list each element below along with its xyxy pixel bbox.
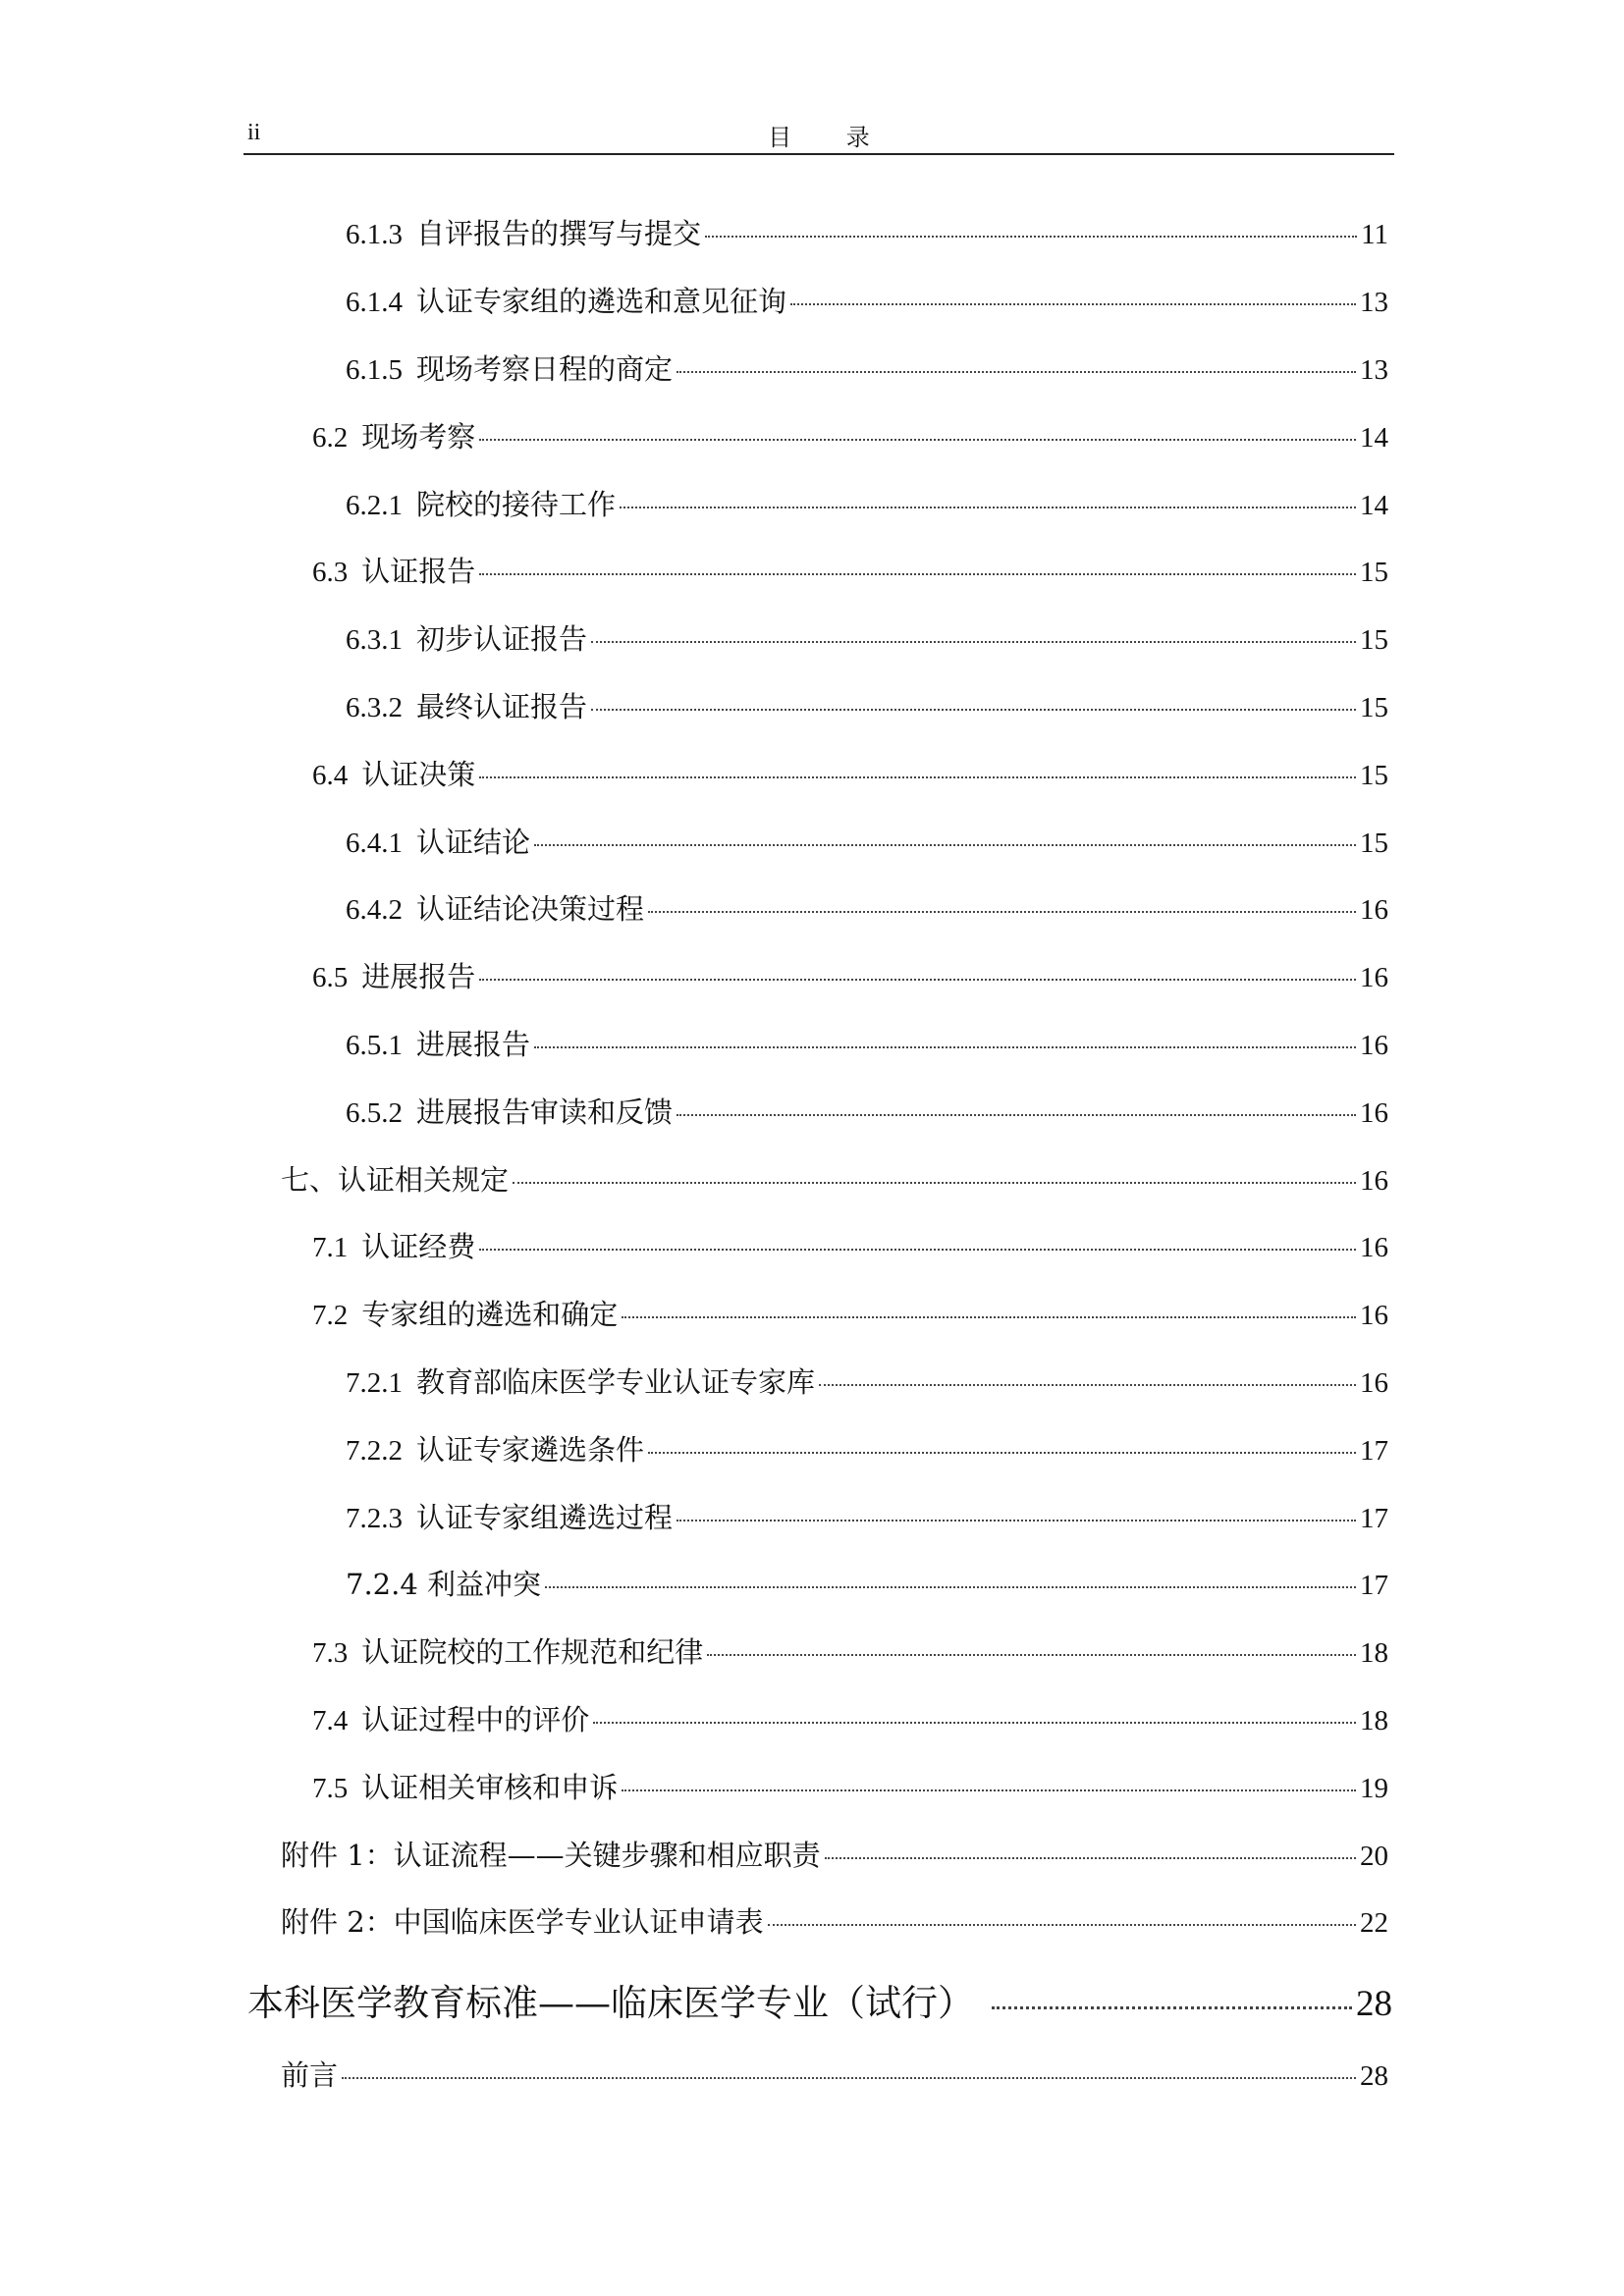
toc-entry-page: 15 (1360, 557, 1388, 588)
toc-entry-number: 6.1.3 (346, 219, 403, 250)
toc-leader (479, 439, 1356, 441)
toc-entry-label: 认证过程中的评价 (361, 1703, 590, 1736)
toc-chapter-entry[interactable] (247, 1973, 1392, 2026)
toc-leader (591, 641, 1356, 643)
toc-leader (479, 1249, 1356, 1251)
toc-entry-page: 16 (1360, 1165, 1388, 1197)
toc-entry-label: 认证院校的工作规范和纪律 (361, 1635, 704, 1669)
toc-entry-number: 6.3.2 (346, 692, 403, 723)
toc-leader (825, 1857, 1356, 1859)
toc-entry-number: 6.4.1 (346, 828, 403, 859)
toc-leader (677, 1114, 1356, 1116)
toc-entry-page: 11 (1361, 219, 1388, 250)
toc-entry[interactable] (346, 347, 1388, 388)
toc-entry-label: 前言 (281, 2058, 339, 2092)
toc-entry-number: 7.2 (312, 1300, 349, 1331)
toc-entry-label: 最终认证报告 (416, 690, 588, 723)
toc-entry-number: 6.2 (312, 422, 349, 454)
toc-entry-number: 7.5 (312, 1773, 349, 1804)
toc-entry[interactable] (346, 1023, 1388, 1063)
toc-entry-page: 13 (1360, 354, 1388, 386)
toc-entry[interactable] (312, 1698, 1388, 1738)
toc-leader (479, 776, 1356, 778)
toc-entry[interactable] (346, 617, 1388, 658)
toc-entry[interactable] (346, 1496, 1388, 1536)
toc-entry-page: 16 (1360, 1367, 1388, 1399)
toc-entry-label: 认证结论 (416, 826, 531, 859)
toc-entry-number: 6.1.5 (346, 354, 403, 386)
toc-leader (593, 1722, 1356, 1724)
header-title: 目 录 (768, 124, 893, 151)
toc-leader (479, 979, 1356, 981)
toc-entry[interactable] (312, 955, 1388, 995)
toc-entry-page: 16 (1360, 894, 1388, 926)
toc-entry[interactable] (346, 1361, 1388, 1401)
toc-leader (648, 1452, 1356, 1454)
toc-entry[interactable] (346, 483, 1388, 523)
toc-entry-page: 22 (1360, 1907, 1388, 1939)
toc-entry-page: 15 (1360, 692, 1388, 723)
toc-entry-page: 14 (1360, 422, 1388, 454)
toc-leader (534, 844, 1356, 846)
toc-entry-number: 7.1 (312, 1232, 349, 1263)
toc-entry[interactable] (312, 1225, 1388, 1265)
toc-entry-label: 七、认证相关规定 (281, 1163, 510, 1197)
toc-entry[interactable] (281, 2054, 1388, 2094)
toc-leader (648, 911, 1356, 913)
toc-entry-label: 认证专家组的遴选和意见征询 (416, 285, 787, 318)
toc-entry[interactable] (346, 887, 1388, 928)
toc-chapter-page: 28 (1356, 1984, 1392, 2024)
toc-entry-number: 6.2.1 (346, 490, 403, 521)
toc-leader (707, 1654, 1356, 1656)
toc-entry[interactable] (281, 1900, 1388, 1941)
toc-leader (591, 709, 1356, 711)
toc-entry-page: 17 (1360, 1503, 1388, 1534)
toc-entry-page: 17 (1360, 1570, 1388, 1601)
toc-entry-number: 7.2.3 (346, 1503, 403, 1534)
toc-entry[interactable] (312, 415, 1388, 455)
toc-entry-number: 6.3.1 (346, 624, 403, 656)
toc-entry-label: 认证报告 (361, 555, 476, 588)
toc-entry[interactable] (312, 1766, 1388, 1806)
toc-entry-number: 7.4 (312, 1705, 349, 1736)
toc-entry-page: 15 (1360, 624, 1388, 656)
toc-entry[interactable] (346, 280, 1388, 320)
toc-entry-page: 16 (1360, 1232, 1388, 1263)
toc-entry-label: 附件 1：认证流程——关键步骤和相应职责 (281, 1839, 821, 1872)
toc-leader (992, 2006, 1352, 2009)
toc-leader (545, 1586, 1356, 1588)
toc-entry-label: 认证专家组遴选过程 (416, 1501, 674, 1534)
toc-entry-label: 现场考察 (361, 420, 476, 454)
toc-entry-label: 教育部临床医学专业认证专家库 (416, 1365, 816, 1399)
toc-leader (620, 507, 1356, 508)
toc-entry-page: 16 (1360, 1097, 1388, 1129)
toc-entry-number: 7.2.2 (346, 1435, 403, 1467)
toc-leader (677, 371, 1356, 373)
toc-entry-number: 6.4.2 (346, 894, 403, 926)
toc-entry[interactable] (312, 550, 1388, 590)
toc-entry-page: 28 (1360, 2060, 1388, 2092)
toc-entry[interactable] (346, 1091, 1388, 1131)
toc-entry-number: 6.3 (312, 557, 349, 588)
toc-entry[interactable] (346, 821, 1388, 861)
toc-entry-number: 7.2.1 (346, 1367, 403, 1399)
toc-chapter-label: 本科医学教育标准——临床医学专业（试行） (247, 1982, 974, 2024)
toc-entry-page: 20 (1360, 1841, 1388, 1872)
toc-leader (513, 1182, 1356, 1184)
toc-entry-page: 18 (1360, 1705, 1388, 1736)
toc-entry-label: 7.2.4 利益冲突 (346, 1568, 542, 1601)
toc-leader (534, 1046, 1356, 1048)
toc-entry[interactable] (281, 1834, 1388, 1874)
toc-entry-label: 院校的接待工作 (416, 488, 617, 521)
toc-entry-page: 15 (1360, 760, 1388, 791)
toc-entry-number: 6.5.1 (346, 1030, 403, 1061)
toc-entry-page: 15 (1360, 828, 1388, 859)
header-page-number: ii (247, 120, 261, 145)
toc-entry-label: 附件 2：中国临床医学专业认证申请表 (281, 1905, 764, 1939)
toc-leader (819, 1384, 1356, 1386)
toc-leader (622, 1316, 1356, 1318)
toc-entry[interactable] (312, 1630, 1388, 1671)
toc-entry[interactable] (312, 753, 1388, 793)
toc-entry-label: 认证经费 (361, 1230, 476, 1263)
toc-entry[interactable] (346, 1563, 1388, 1603)
toc-entry-label: 进展报告 (416, 1028, 531, 1061)
toc-leader (705, 236, 1357, 238)
toc-entry-number: 6.4 (312, 760, 349, 791)
toc-entry-page: 17 (1360, 1435, 1388, 1467)
toc-entry-label: 进展报告审读和反馈 (416, 1095, 674, 1129)
toc-entry[interactable] (281, 1158, 1388, 1199)
toc-entry-number: 6.1.4 (346, 287, 403, 318)
toc-entry-number: 6.5.2 (346, 1097, 403, 1129)
toc-entry-label: 现场考察日程的商定 (416, 352, 674, 386)
toc-entry-page: 16 (1360, 962, 1388, 993)
toc-entry[interactable] (346, 212, 1388, 252)
toc-entry-page: 13 (1360, 287, 1388, 318)
toc-entry-label: 认证结论决策过程 (416, 892, 645, 926)
toc-leader (768, 1924, 1356, 1926)
toc-entry-page: 18 (1360, 1637, 1388, 1669)
toc-entry-label: 进展报告 (361, 960, 476, 993)
toc-entry[interactable] (346, 685, 1388, 725)
toc-entry-page: 16 (1360, 1030, 1388, 1061)
toc-entry-page: 14 (1360, 490, 1388, 521)
toc-entry-number: 6.5 (312, 962, 349, 993)
toc-entry-number: 7.3 (312, 1637, 349, 1669)
toc-entry-page: 16 (1360, 1300, 1388, 1331)
toc-leader (622, 1789, 1356, 1791)
toc-entry-page: 19 (1360, 1773, 1388, 1804)
toc-leader (479, 573, 1356, 575)
toc-entry-label: 认证专家遴选条件 (416, 1433, 645, 1467)
toc-entry-label: 自评报告的撰写与提交 (416, 217, 702, 250)
toc-entry-label: 专家组的遴选和确定 (361, 1298, 619, 1331)
toc-leader (790, 303, 1356, 305)
toc-leader (677, 1520, 1356, 1522)
toc-entry[interactable] (312, 1293, 1388, 1333)
toc-entry-label: 初步认证报告 (416, 622, 588, 656)
toc-entry-label: 认证相关审核和申诉 (361, 1771, 619, 1804)
toc-entry[interactable] (346, 1428, 1388, 1468)
toc-entry-label: 认证决策 (361, 758, 476, 791)
toc-leader (342, 2077, 1356, 2079)
